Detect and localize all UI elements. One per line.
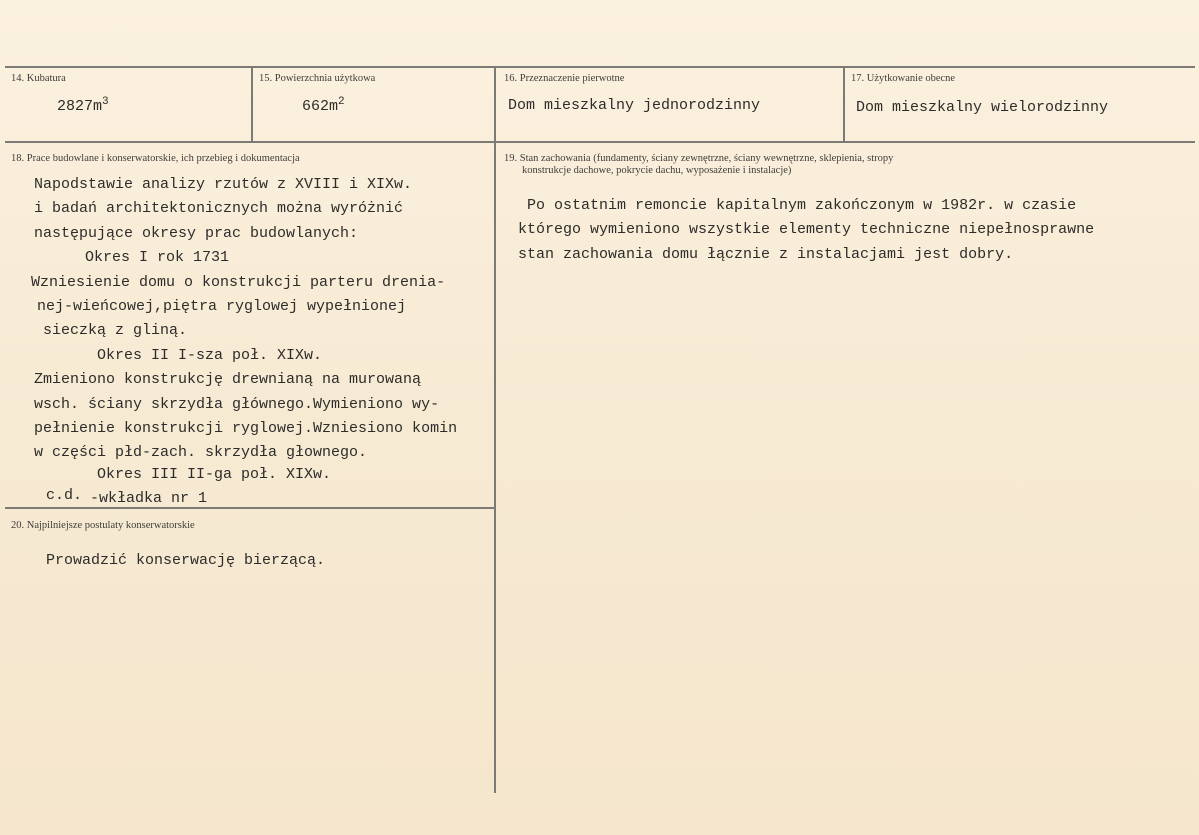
top-border-line <box>5 66 1195 68</box>
uzytkowanie-label: 17. Użytkowanie obecne <box>851 73 956 84</box>
kubatura-label: 14. Kubatura <box>11 73 66 84</box>
prace-line: Napodstawie analizy rzutów z XVIII i XIXw. <box>34 176 413 193</box>
stan-zachowania-label: 19. Stan zachowania (fundamenty, ściany zewnętrzne, ściany wewnętrzne, sklepienia, stropy <box>504 153 894 164</box>
prace-line: nej-wieńcowej,piętra ryglowej wypełnionej <box>37 297 407 315</box>
kubatura-unit-exponent: 3 <box>102 96 109 108</box>
powierzchnia-number: 662m <box>302 98 339 115</box>
prace-budowlane-text <box>31 173 458 483</box>
prace-line: sieczką z gliną. <box>43 322 188 340</box>
przeznaczenie-value: Dom mieszkalny jednorodzinny <box>508 97 761 114</box>
field18-bottom-line <box>5 507 495 509</box>
stan-zachowania-text <box>518 194 1094 267</box>
powierzchnia-value <box>302 96 345 115</box>
prace-line: Okres II I-sza poł. XIXw. <box>97 346 323 364</box>
powierzchnia-label: 15. Powierzchnia użytkowa <box>259 73 376 84</box>
uzytkowanie-value: Dom mieszkalny wielorodzinny <box>856 99 1109 116</box>
prace-line: Okres I rok 1731 <box>85 249 230 267</box>
prace-line: Zmieniono konstrukcję drewnianą na murowaną <box>34 371 422 389</box>
prace-line: Okres III II-ga poł. XIXw. <box>97 465 332 483</box>
postulaty-value: Prowadzić konserwację bierzącą. <box>46 552 326 569</box>
kubatura-value <box>57 96 109 115</box>
prace-budowlane-label: 18. Prace budowlane i konserwatorskie, ich przebieg i dokumentacja <box>11 153 300 164</box>
kubatura-number: 2827m <box>57 98 103 115</box>
divider-14-15 <box>251 67 253 142</box>
stan-line: Po ostatnim remoncie kapitalnym zakończonym w 1982r. w czasie <box>527 197 1077 214</box>
stan-line: którego wymieniono wszystkie elementy techniczne niepełnosprawne <box>518 221 1095 239</box>
continuation-prefix: c.d. <box>46 487 83 504</box>
stan-zachowania-label-cont: konstrukcje dachowe, pokrycie dachu, wyposażenie i instalacje) <box>522 165 792 176</box>
prace-line: Wzniesienie domu o konstrukcji parteru drenia- <box>31 273 446 291</box>
przeznaczenie-label: 16. Przeznaczenie pierwotne <box>504 73 625 84</box>
row1-bottom-line <box>5 141 1195 143</box>
postulaty-label: 20. Najpilniejsze postulaty konserwatorskie <box>11 520 195 531</box>
prace-line: w części płd-zach. skrzydła głownego. <box>34 444 368 462</box>
prace-line: następujące okresy prac budowlanych: <box>34 224 359 242</box>
prace-line: i badań architektonicznych można wyróżnić <box>34 200 404 218</box>
divider-15-16 <box>494 67 496 793</box>
stan-line: stan zachowania domu łącznie z instalacjami jest dobry. <box>518 245 1014 263</box>
divider-16-17 <box>843 67 845 142</box>
prace-line: pełnienie konstrukcji ryglowej.Wzniesiono komin <box>34 419 458 437</box>
continuation-note: -wkładka nr 1 <box>90 490 208 507</box>
prace-line: wsch. ściany skrzydła głównego.Wymieniono wy- <box>34 395 440 413</box>
powierzchnia-unit-exponent: 2 <box>338 96 345 108</box>
